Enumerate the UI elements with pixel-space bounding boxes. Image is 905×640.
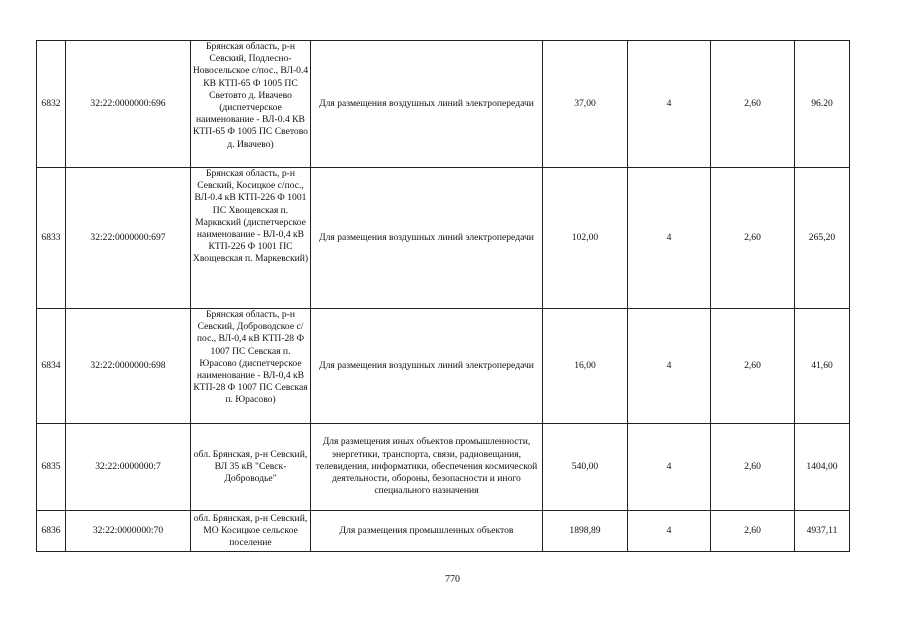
table-row	[37, 168, 850, 309]
row-number: 6835	[37, 424, 66, 511]
address: Брянская область, р-н Севский, Подлесно-Новосельское с/пос., ВЛ-0.4 КВ КТП-65 Ф 1005 ПС Световто д. Ивачево (диспетчерское наименование - ВЛ-0.4 КВ КТП-65 Ф 1005 ПС Светово д. Ивачево)	[191, 41, 311, 168]
category: 4	[628, 41, 711, 168]
permitted-use: Для размещения иных объектов промышленности, энергетики, транспорта, связи, радиовещания, телевидения, информатики, обеспечения космической деятельности, обороны, безопасности и иного специального назначения	[311, 424, 543, 511]
cadastral-number: 32:22:0000000:7	[66, 424, 191, 511]
row-number: 6836	[37, 511, 66, 552]
rate: 2,60	[711, 41, 795, 168]
page-number: 770	[445, 574, 460, 585]
rate: 2,60	[711, 309, 795, 424]
sum: 1404,00	[795, 424, 850, 511]
area: 37,00	[543, 41, 628, 168]
area: 1898,89	[543, 511, 628, 552]
land-register-table	[36, 40, 850, 552]
rate: 2,60	[711, 168, 795, 309]
cadastral-number: 32:22:0000000:70	[66, 511, 191, 552]
row-number: 6833	[37, 168, 66, 309]
row-number: 6832	[37, 41, 66, 168]
category: 4	[628, 424, 711, 511]
address: Брянская область, р-н Севский, Косицкое с/пос., ВЛ-0.4 кВ КТП-226 Ф 1001 ПС Хвощевская п. Марквский (диспетчерское наименование - ВЛ-0,4 кВ КТП-226 Ф 1001 ПС Хвощевская п. Маркевский)	[191, 168, 311, 309]
table-row	[37, 309, 850, 424]
rate: 2,60	[711, 424, 795, 511]
category: 4	[628, 511, 711, 552]
address: Брянская область, р-н Севский, Доброводское с/пос., ВЛ-0,4 кВ КТП-28 Ф 1007 ПС Севская п. Юрасово (диспетчерское наименование - ВЛ-0,4 кВ КТП-28 Ф 1007 ПС Севская п. Юрасово)	[191, 309, 311, 424]
permitted-use: Для размещения промышленных объектов	[311, 511, 543, 552]
sum: 96.20	[795, 41, 850, 168]
area: 540,00	[543, 424, 628, 511]
row-number: 6834	[37, 309, 66, 424]
permitted-use: Для размещения воздушных линий электропередачи	[311, 168, 543, 309]
table-row	[37, 511, 850, 552]
category: 4	[628, 168, 711, 309]
table-row	[37, 424, 850, 511]
sum: 265,20	[795, 168, 850, 309]
table-row	[37, 41, 850, 168]
sum: 41,60	[795, 309, 850, 424]
address: обл. Брянская, р-н Севский, МО Косицкое сельское поселение	[191, 511, 311, 552]
cadastral-number: 32:22:0000000:698	[66, 309, 191, 424]
area: 102,00	[543, 168, 628, 309]
permitted-use: Для размещения воздушных линий электропередачи	[311, 41, 543, 168]
cadastral-number: 32:22:0000000:696	[66, 41, 191, 168]
sum: 4937,11	[795, 511, 850, 552]
address: обл. Брянская, р-н Севский, ВЛ 35 кВ "Севск-Доброводье"	[191, 424, 311, 511]
permitted-use: Для размещения воздушных линий электропередачи	[311, 309, 543, 424]
area: 16,00	[543, 309, 628, 424]
category: 4	[628, 309, 711, 424]
cadastral-number: 32:22:0000000:697	[66, 168, 191, 309]
rate: 2,60	[711, 511, 795, 552]
